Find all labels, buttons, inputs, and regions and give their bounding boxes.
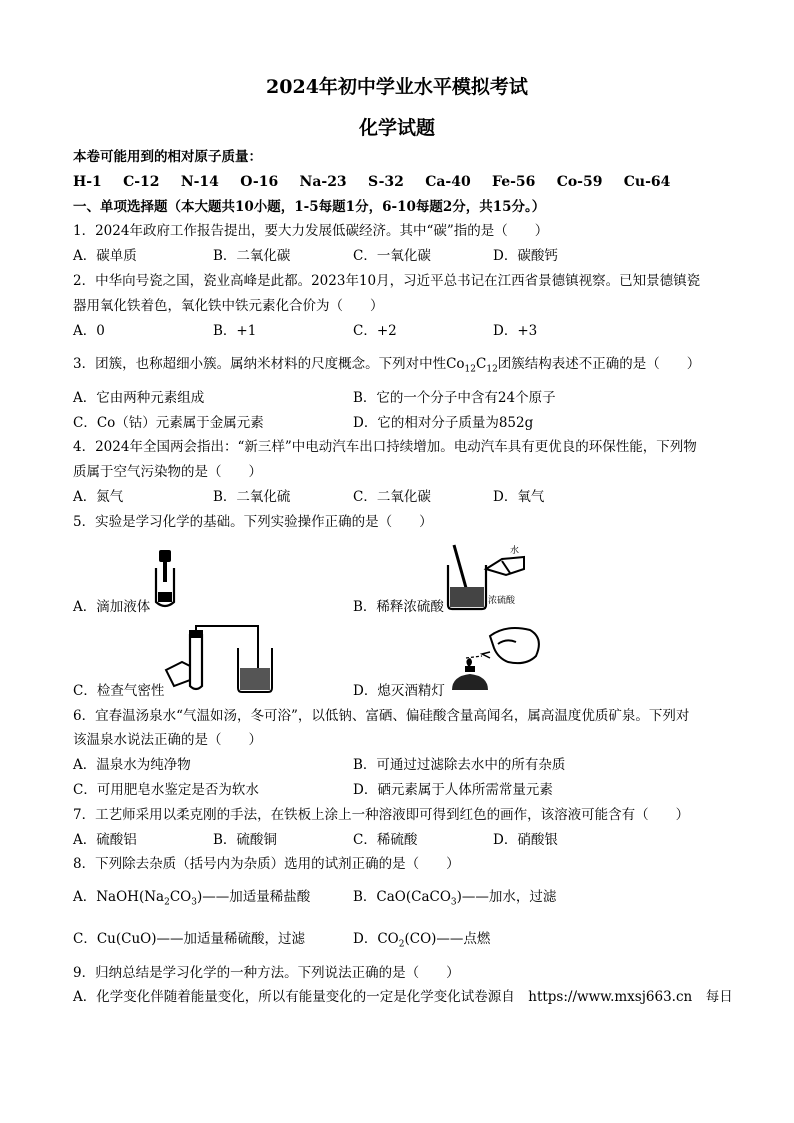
question-6-stem-line2: 该温泉水说法正确的是（ ）: [73, 732, 262, 748]
q1-option-c: C．一氧化碳: [353, 248, 431, 264]
q5-option-a: A．滴加液体: [73, 599, 151, 615]
question-9-stem: 9．归纳总结是学习化学的一种方法。下列说法正确的是（ ）: [73, 965, 460, 981]
extinguish-lamp-figure: [446, 622, 546, 694]
q1-option-d: D．碳酸钙: [493, 248, 558, 264]
q3-stem-pre: 3．团簇，也称超细小簇。属纳米材料的尺度概念。下列对中性Co: [73, 356, 465, 372]
mass-item: Cu-64: [623, 174, 671, 190]
question-4-stem-line2: 质属于空气污染物的是（ ）: [73, 464, 262, 480]
q8-b-post: )——加水，过滤: [456, 889, 557, 905]
q3-option-c: C．Co（钴）元素属于金属元素: [73, 415, 264, 431]
q4-option-a: A．氮气: [73, 489, 124, 505]
q2-option-b: B．+1: [213, 323, 257, 339]
exam-subtitle: 化学试题: [358, 117, 435, 139]
airtightness-check-figure: [160, 624, 280, 694]
q1-option-a: A．碳单质: [73, 248, 137, 264]
q8-a-sub: 2: [164, 897, 170, 908]
q3-sub-2: 12: [486, 364, 498, 375]
q7-option-b: B．硫酸铜: [213, 832, 277, 848]
mass-item: N-14: [180, 174, 219, 190]
q7-option-a: A．硫酸铝: [73, 832, 137, 848]
q5-option-b: B．稀释浓硫酸: [353, 599, 444, 615]
q3-option-a: A．它由两种元素组成: [73, 390, 205, 406]
q8-b-sub: 3: [450, 897, 457, 908]
q8-option-d: [353, 930, 490, 954]
dilution-beaker-figure: [440, 543, 530, 611]
q4-option-b: B．二氧化硫: [213, 489, 291, 505]
q6-option-c: C．可用肥皂水鉴定是否为软水: [73, 782, 259, 798]
exam-title: 2024年初中学业水平模拟考试: [266, 76, 528, 98]
question-2-stem-line2: 器用氧化铁着色，氧化铁中铁元素化合价为（ ）: [73, 298, 384, 314]
mass-item: Na-23: [299, 174, 347, 190]
q3-option-d: D．它的相对分子质量为852g: [353, 415, 534, 431]
mass-item: S-32: [367, 174, 404, 190]
q3-stem-post: 团簇结构表述不正确的是（ ）: [497, 356, 701, 372]
q6-option-d: D．硒元素属于人体所需常量元素: [353, 782, 553, 798]
mass-item: Fe-56: [492, 174, 536, 190]
q9-option-a: A．化学变化伴随着能量变化，所以有能量变化的一定是化学变化试卷源自 https://www.mxsj663.cn 每日: [73, 989, 733, 1005]
q8-d-sub: 2: [398, 939, 405, 950]
q5-option-c: C．检查气密性: [73, 683, 165, 699]
q3-option-b: B．它的一个分子中含有24个原子: [353, 390, 556, 406]
q4-option-d: D．氧气: [493, 489, 545, 505]
masses-label: 本卷可能用到的相对原子质量：: [73, 149, 262, 165]
q1-option-b: B．二氧化碳: [213, 248, 291, 264]
q8-option-c: C．Cu(CuO)——加适量稀硫酸，过滤: [73, 931, 305, 947]
mass-item: Co-59: [556, 174, 603, 190]
q8-a-post: )——加适量稀盐酸: [196, 889, 311, 905]
q8-a-sub2: 3: [191, 897, 197, 908]
q7-option-d: D．硝酸银: [493, 832, 558, 848]
q8-a-mid: CO: [169, 889, 192, 905]
question-5-stem: 5．实验是学习化学的基础。下列实验操作正确的是（ ）: [73, 514, 433, 530]
q2-option-c: C．+2: [353, 323, 397, 339]
q6-option-a: A．温泉水为纯净物: [73, 757, 191, 773]
q6-option-b: B．可通过过滤除去水中的所有杂质: [353, 757, 566, 773]
section-heading: 一、单项选择题（本大题共10小题，1-5每题1分，6-10每题2分，共15分。）: [73, 199, 546, 215]
q3-stem-mid: C: [476, 356, 487, 372]
q8-option-b: [353, 888, 556, 912]
mass-item: O-16: [240, 174, 279, 190]
dropper-test-tube-figure: [150, 548, 180, 610]
mass-item: C-12: [123, 174, 160, 190]
q2-option-d: D．+3: [493, 323, 538, 339]
beaker-label-water: 水: [510, 546, 520, 556]
question-4-stem-line1: 4．2024年全国两会指出：“新三样”中电动汽车出口持续增加。电动汽车具有更优良的环保性能，下列物: [73, 439, 697, 455]
q8-d-post: (CO)——点燃: [404, 931, 491, 947]
question-3-stem: [73, 355, 700, 379]
q8-d-pre: D．CO: [353, 931, 399, 947]
q2-option-a: A．0: [73, 323, 105, 339]
question-2-stem-line1: 2．中华向号瓷之国，瓷业高峰是此都。2023年10月，习近平总书记在江西省景德镇视察。已知景德镇瓷: [73, 273, 701, 289]
q7-option-c: C．稀硫酸: [353, 832, 418, 848]
q8-option-a: [73, 888, 310, 912]
q8-a-pre: A．NaOH(Na: [73, 889, 165, 905]
q8-b-pre: B．CaO(CaCO: [353, 889, 451, 905]
question-7-stem: 7．工艺师采用以柔克刚的手法，在铁板上涂上一种溶液即可得到红色的画作，该溶液可能含有（ ）: [73, 807, 690, 823]
mass-item: Ca-40: [425, 174, 471, 190]
mass-item: H-1: [73, 174, 102, 190]
question-1-stem: 1．2024年政府工作报告提出，要大力发展低碳经济。其中“碳”指的是（ ）: [73, 223, 549, 239]
q5-option-d: D．熄灭酒精灯: [353, 683, 445, 699]
beaker-label-acid: 浓硫酸: [488, 596, 516, 606]
question-6-stem-line1: 6．宜春温汤泉水“气温如汤，冬可浴”，以低钠、富硒、偏硅酸含量高闻名，属高温度优质矿泉。下列对: [73, 708, 690, 724]
masses-list: [73, 173, 687, 191]
q3-sub-1: 12: [464, 364, 476, 375]
q4-option-c: C．二氧化碳: [353, 489, 431, 505]
question-8-stem: 8．下列除去杂质（括号内为杂质）选用的试剂正确的是（ ）: [73, 856, 460, 872]
